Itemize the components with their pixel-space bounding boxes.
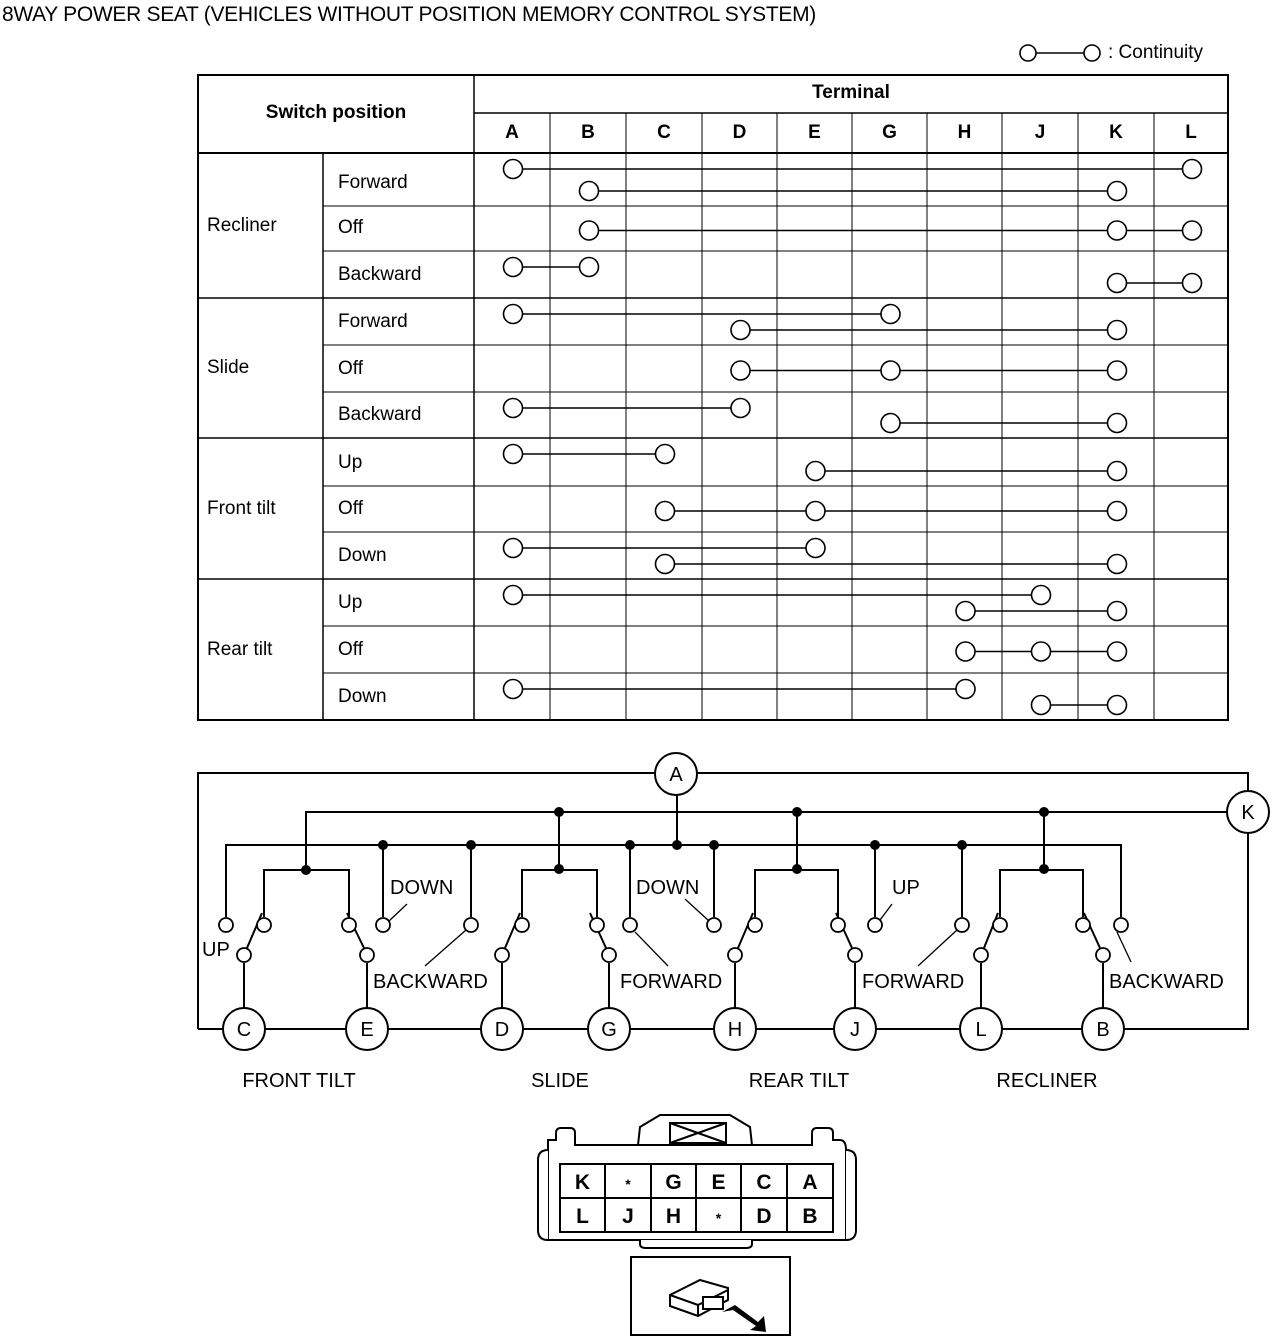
group-slide: SLIDE (531, 1070, 589, 1092)
switch-position-label: Off (338, 217, 363, 238)
node-c: C (236, 1019, 252, 1041)
connector-pin-j: J (622, 1205, 634, 1228)
node-e: E (360, 1019, 374, 1041)
connector-pin-b: B (802, 1205, 818, 1228)
switch-position-label: Down (338, 686, 387, 707)
node-l: L (975, 1019, 987, 1041)
switch-position-label: Off (338, 358, 363, 379)
terminal-column-h: H (957, 122, 972, 143)
terminal-column-j: J (1034, 122, 1046, 143)
connector-pin-c: C (756, 1171, 772, 1194)
switch-position-label: Forward (338, 172, 408, 193)
switch-position-label: Off (338, 639, 363, 660)
switch-position-header: Switch position (265, 102, 407, 123)
label-front-tilt-down: DOWN (390, 877, 454, 899)
terminal-column-e: E (808, 122, 821, 143)
group-rear-tilt: Rear tilt (207, 638, 273, 660)
group-front-tilt: Front tilt (207, 497, 276, 519)
terminal-column-k: K (1109, 122, 1123, 143)
connector-pin-h: H (665, 1205, 682, 1228)
connector-face-diagram (0, 1100, 1273, 1337)
connector-pin-d: D (756, 1205, 772, 1228)
label-recliner-backward: BACKWARD (1109, 971, 1224, 993)
switch-position-label: Forward (338, 311, 408, 332)
switch-position-label: Up (338, 592, 363, 613)
label-slide-forward: FORWARD (620, 971, 723, 993)
label-slide-backward: BACKWARD (373, 971, 488, 993)
connector-pin-unused: * (715, 1210, 722, 1226)
label-rear-tilt-up: UP (892, 877, 920, 899)
node-h: H (727, 1019, 743, 1041)
node-d: D (494, 1019, 510, 1041)
connector-pin-l: L (576, 1205, 589, 1228)
connector-pin-k: K (574, 1171, 591, 1194)
node-a: A (669, 764, 683, 786)
node-b: B (1096, 1019, 1110, 1041)
switch-position-label: Backward (338, 404, 422, 425)
terminal-column-a: A (505, 122, 519, 143)
connector-pin-a: A (802, 1171, 818, 1194)
switch-position-label: Backward (338, 264, 422, 285)
group-rear-tilt: REAR TILT (748, 1070, 850, 1092)
connector-pin-e: E (711, 1171, 726, 1194)
connector-pin-unused: * (625, 1176, 631, 1192)
terminal-column-c: C (657, 122, 671, 143)
group-slide: Slide (207, 357, 250, 378)
label-rear-tilt-down: DOWN (636, 877, 700, 899)
label-recliner-forward: FORWARD (862, 971, 965, 993)
terminal-column-g: G (882, 122, 897, 143)
label-front-tilt-up: UP (202, 939, 230, 961)
group-recliner: RECLINER (996, 1070, 1098, 1092)
switch-position-label: Up (338, 452, 363, 473)
connector-pin-g: G (665, 1171, 682, 1194)
switch-position-label: Down (338, 545, 387, 566)
legend-label: : Continuity (1108, 42, 1204, 63)
group-front-tilt: FRONT TILT (242, 1070, 356, 1092)
node-g: G (601, 1019, 617, 1041)
page-title: 8WAY POWER SEAT (VEHICLES WITHOUT POSITION MEMORY CONTROL SYSTEM) (2, 3, 816, 26)
node-j: J (850, 1019, 860, 1041)
terminal-column-d: D (732, 122, 747, 143)
node-k: K (1241, 802, 1255, 824)
terminal-column-l: L (1185, 122, 1197, 143)
terminal-column-b: B (581, 122, 595, 143)
switch-position-label: Off (338, 498, 363, 519)
group-recliner: Recliner (207, 214, 277, 236)
terminal-header: Terminal (812, 82, 890, 103)
